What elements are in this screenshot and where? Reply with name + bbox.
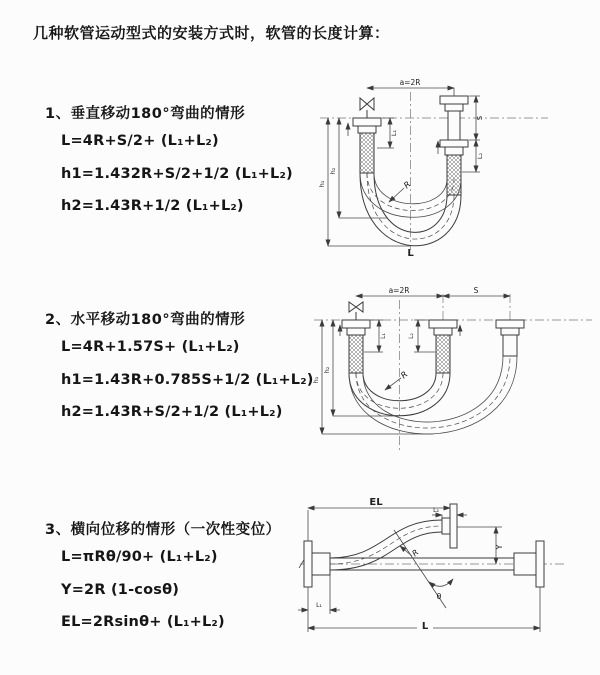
formula-el: EL=2Rsinθ+ (L₁+L₂)	[61, 614, 225, 630]
dim-label-length: L	[421, 621, 429, 632]
diagram-horizontal-bend	[306, 286, 598, 456]
right-fitting	[438, 96, 468, 195]
left-fitting	[340, 320, 370, 373]
section-2	[45, 308, 313, 436]
center-fitting	[429, 320, 460, 373]
right-fitting	[496, 320, 524, 356]
page-title: 几种软管运动型式的安装方式时，软管的长度计算：	[33, 24, 390, 42]
radius-leader	[400, 546, 420, 558]
left-fitting	[304, 541, 330, 587]
dimension-s	[462, 96, 484, 172]
dim-label-el: EL	[369, 497, 383, 508]
diagram-lateral-displacement	[296, 496, 598, 646]
dim-label-a2r: a=2R	[399, 78, 421, 87]
dim-label-l2: L₂	[476, 152, 484, 160]
section-1-heading: 1、垂直移动180°弯曲的情形	[45, 106, 246, 122]
formula-length: L=4R+S/2+ (L₁+L₂)	[61, 133, 219, 149]
formula-h2: h2=1.43R+S/2+1/2 (L₁+L₂)	[61, 404, 283, 420]
dimension-s	[443, 286, 510, 296]
dim-label-s: S	[476, 115, 484, 121]
valve-icon	[349, 302, 363, 320]
section-2-heading: 2、水平移动180°弯曲的情形	[45, 312, 246, 328]
dim-label-l1: L₁	[316, 602, 322, 609]
dim-label-theta: θ	[436, 592, 442, 601]
section-3	[45, 518, 313, 646]
dim-label-a2r: a=2R	[388, 286, 410, 295]
hose-arcs-displaced	[349, 356, 517, 434]
section-3-heading: 3、横向位移的情形（一次性变位）	[45, 522, 281, 538]
dim-label-h2: h₂	[329, 167, 337, 175]
dim-label-r: R	[399, 369, 411, 382]
formula-h2: h2=1.43R+1/2 (L₁+L₂)	[61, 198, 244, 214]
diagram-vertical-bend	[312, 76, 587, 258]
left-fitting	[348, 118, 381, 173]
formula-h1: h1=1.432R+S/2+1/2 (L₁+L₂)	[61, 165, 293, 182]
dim-label-l1: L₁	[390, 129, 398, 137]
dim-label-r: R	[402, 179, 414, 192]
formula-h1: h1=1.43R+0.785S+1/2 (L₁+L₂)	[61, 371, 314, 388]
dim-label-y: Y	[495, 544, 504, 550]
dim-label-r: R	[410, 547, 421, 559]
dim-label-l1: L₁	[380, 333, 387, 339]
dim-label-h2: h₂	[323, 366, 331, 374]
radius-leader	[385, 370, 410, 390]
formula-y: Y=2R (1-cosθ)	[61, 581, 180, 598]
dimension-el	[308, 497, 450, 541]
dimension-l	[308, 587, 540, 632]
dim-label-s: S	[473, 286, 479, 295]
dim-label-l2: L₂	[433, 507, 439, 514]
dim-label-h1: h₁	[318, 180, 326, 188]
dimension-a2r	[356, 286, 443, 296]
valve-icon	[360, 98, 374, 118]
radius-leader	[389, 180, 413, 202]
section-1	[45, 102, 313, 230]
dim-label-length: L	[407, 248, 414, 258]
angle-theta	[394, 530, 453, 608]
formula-length: L=πRθ/90+ (L₁+L₂)	[61, 549, 218, 565]
formula-length: L=4R+1.57S+ (L₁+L₂)	[61, 339, 240, 355]
dim-label-h1: h₁	[312, 376, 320, 384]
dim-label-l2: L₂	[408, 333, 415, 339]
